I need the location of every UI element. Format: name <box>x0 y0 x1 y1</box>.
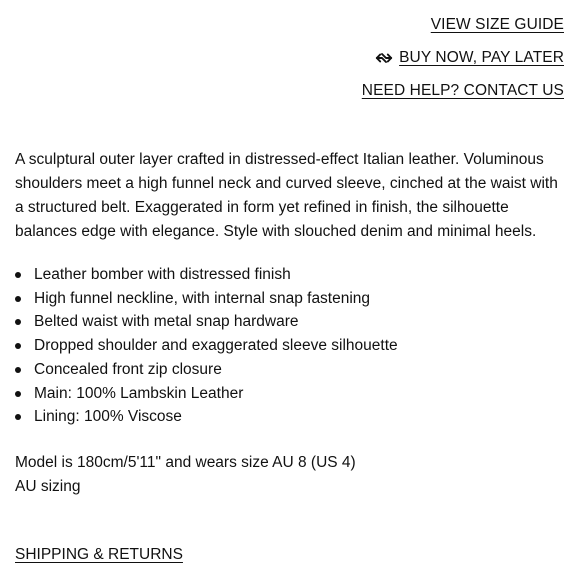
contact-us-label: NEED HELP? CONTACT US <box>361 81 564 99</box>
model-size-info: Model is 180cm/5'11" and wears size AU 8 (US 4) <box>15 454 356 471</box>
view-size-guide-label: VIEW SIZE GUIDE <box>430 15 564 33</box>
buy-now-pay-later-label: BUY NOW, PAY LATER <box>399 48 564 66</box>
feature-text: High funnel neckline, with internal snap fastening <box>34 289 371 307</box>
bullet-icon <box>15 414 21 420</box>
feature-text: Lining: 100% Viscose <box>34 408 182 426</box>
shipping-returns-link[interactable]: SHIPPING & RETURNS <box>15 546 183 563</box>
feature-text: Concealed front zip closure <box>34 360 222 378</box>
feature-text: Main: 100% Lambskin Leather <box>34 384 244 402</box>
afterpay-loop-icon <box>375 49 393 67</box>
feature-item <box>15 334 398 358</box>
buy-now-pay-later-link[interactable] <box>362 41 564 74</box>
feature-text: Dropped shoulder and exaggerated sleeve silhouette <box>34 337 398 355</box>
feature-item <box>15 287 398 311</box>
feature-list <box>15 263 398 429</box>
contact-us-link[interactable] <box>362 74 564 107</box>
bullet-icon <box>15 391 21 397</box>
feature-item <box>15 263 398 287</box>
bullet-icon <box>15 319 21 325</box>
bullet-icon <box>15 367 21 373</box>
feature-text: Belted waist with metal snap hardware <box>34 313 299 331</box>
bullet-icon <box>15 343 21 349</box>
bullet-icon <box>15 296 21 302</box>
sizing-info <box>15 451 356 499</box>
sizing-note: AU sizing <box>15 478 81 495</box>
feature-item <box>15 310 398 334</box>
feature-text: Leather bomber with distressed finish <box>34 266 291 283</box>
feature-item <box>15 358 398 382</box>
view-size-guide-link[interactable] <box>362 8 564 41</box>
feature-item <box>15 405 398 429</box>
product-description: A sculptural outer layer crafted in distressed-effect Italian leather. Voluminous shoulders meet a high funnel neck and curved sleeve, cinched at the waist with a structured belt. Exaggerated in form yet refined in finish, the silhouette balances edge with elegance. Style with slouched denim and minimal heels. <box>15 151 558 240</box>
feature-item <box>15 382 398 406</box>
bullet-icon <box>15 272 21 278</box>
product-links <box>362 8 564 107</box>
